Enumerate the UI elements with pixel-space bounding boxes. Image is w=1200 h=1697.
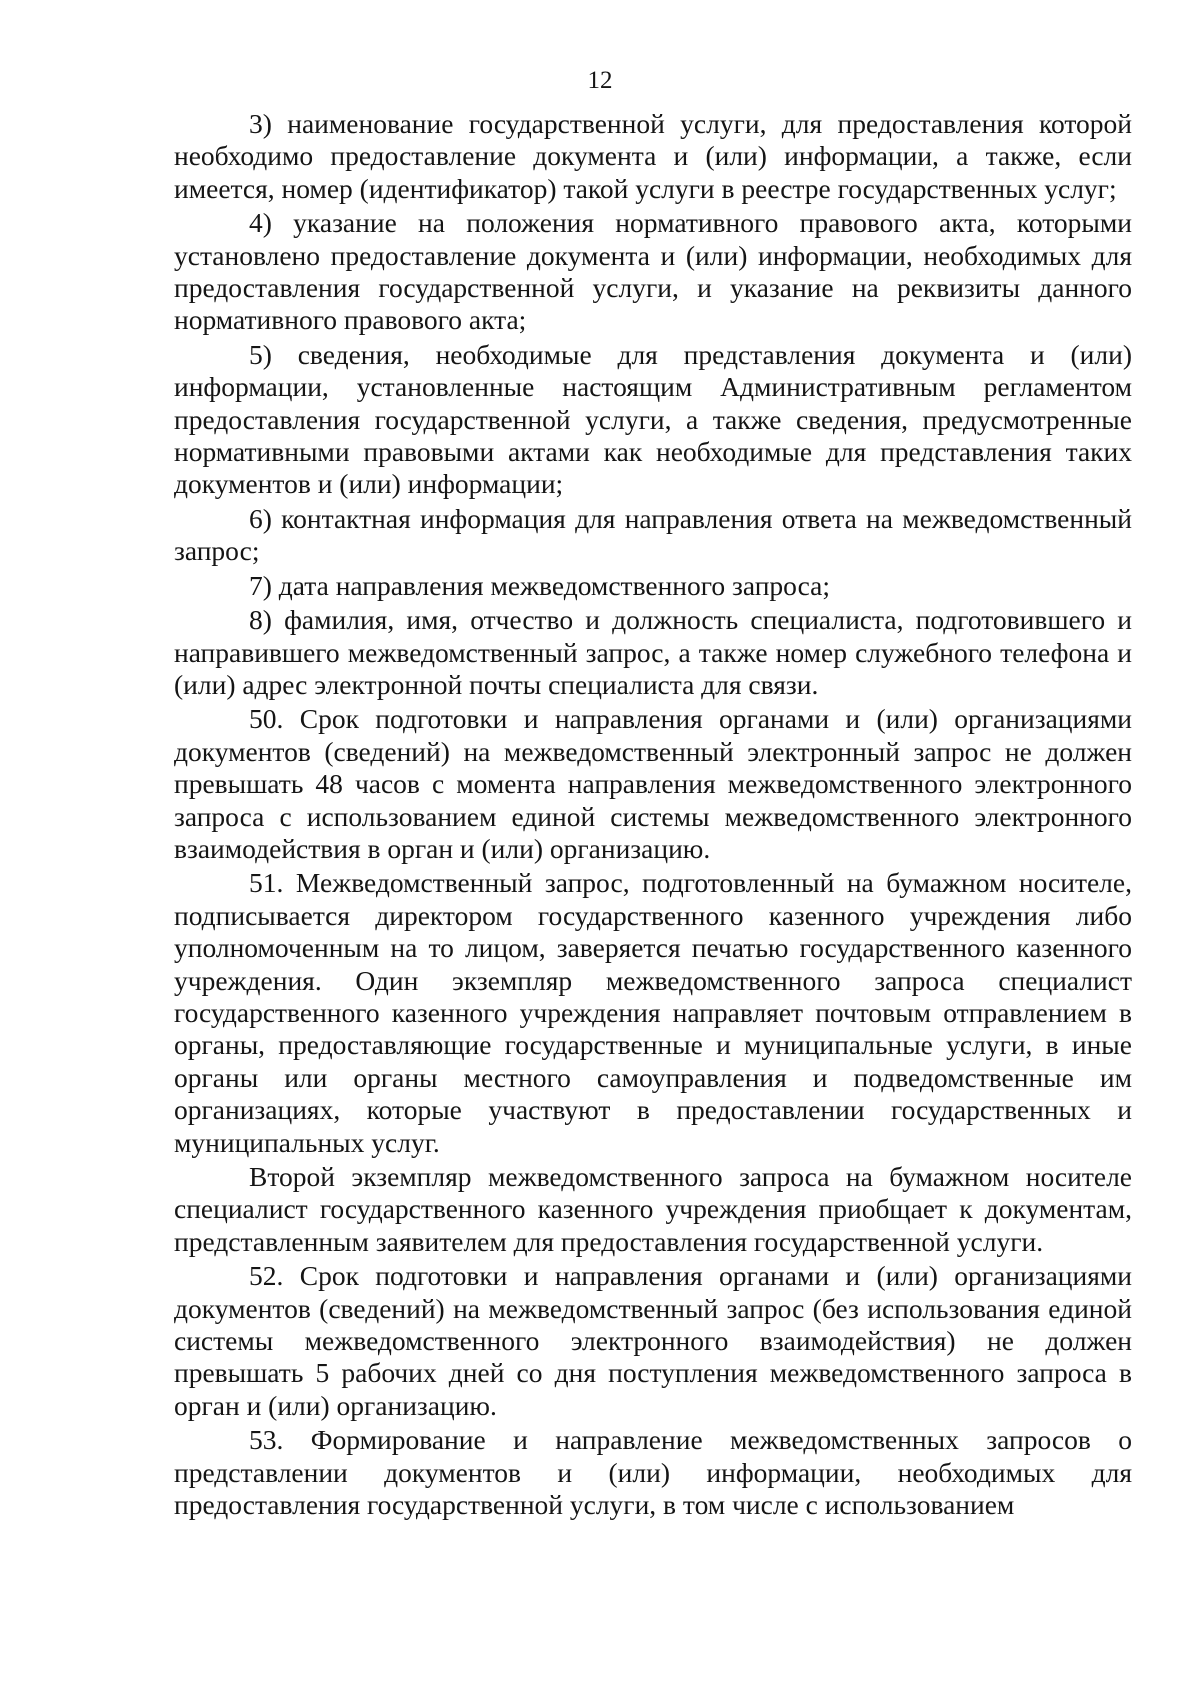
paragraph-item-4: 4) указание на положения нормативного правового акта, которыми установлено предоставление документа и (или) информации, необходимых для предоставления государственной услуги, и указание на реквизиты данного нормативного правового акта; <box>174 207 1132 336</box>
paragraph-item-7: 7) дата направления межведомственного запроса; <box>249 569 830 601</box>
paragraph-item-8: 8) фамилия, имя, отчество и должность специалиста, подготовившего и направившего межведомственный запрос, а также номер служебного телефона и (или) адрес электронной почты специалиста для связи. <box>174 604 1132 700</box>
paragraph-second-copy: Второй экземпляр межведомственного запроса на бумажном носителе специалист государственного казенного учреждения приобщает к документам, представленным заявителем для предоставления государственной услуги. <box>174 1161 1132 1257</box>
paragraph-clause-50: 50. Срок подготовки и направления органами и (или) организациями документов (сведений) на межведомственный электронный запрос не должен превышать 48 часов с момента направления межведомственного электронного запроса с использованием единой системы межведомственного электронного взаимодействия в орган и (или) организацию. <box>174 703 1132 864</box>
paragraph-clause-51: 51. Межведомственный запрос, подготовленный на бумажном носителе, подписывается директором государственного казенного учреждения либо уполномоченным на то лицом, заверяется печатью государственного казенного учреждения. Один экземпляр межведомственного запроса специалист государственного казенного учреждения направляет почтовым отправлением в органы, предоставляющие государственные и муниципальные услуги, в иные органы или органы местного самоуправления и подведомственные им организациях, которые участвуют в предоставлении государственных и муниципальных услуг. <box>174 867 1132 1158</box>
page-number: 12 <box>587 67 613 94</box>
paragraph-item-6: 6) контактная информация для направления ответа на межведомственный запрос; <box>174 502 1132 567</box>
paragraph-clause-53: 53. Формирование и направление межведомственных запросов о представлении документов и (или) информации, необходимых для предоставления государственной услуги, в том числе с использованием <box>174 1424 1132 1521</box>
document-body <box>174 108 1132 1521</box>
paragraph-clause-52: 52. Срок подготовки и направления органами и (или) организациями документов (сведений) на межведомственный запрос (без использования единой системы межведомственного электронного взаимодействия) не должен превышать 5 рабочих дней со дня поступления межведомственного запроса в орган и (или) организацию. <box>174 1260 1132 1421</box>
paragraph-item-3: 3) наименование государственной услуги, для предоставления которой необходимо предоставление документа и (или) информации, а также, если имеется, номер (идентификатор) такой услуги в реестре государственных услуг; <box>174 108 1132 204</box>
paragraph-item-5: 5) сведения, необходимые для представления документа и (или) информации, установленные настоящим Административным регламентом предоставления государственной услуги, а также сведения, предусмотренные нормативными правовыми актами как необходимые для представления таких документов и (или) информации; <box>174 338 1132 500</box>
